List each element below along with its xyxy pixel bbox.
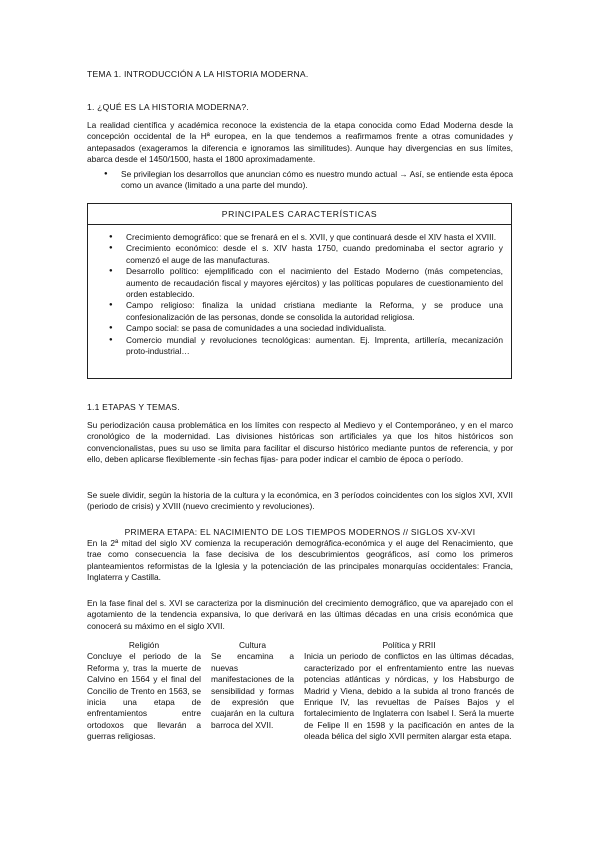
section-1-1-heading: 1.1 ETAPAS Y TEMAS. (87, 402, 180, 412)
section-1-paragraph: La realidad científica y académica reconoce la existencia de la etapa conocida como Edad Moderna desde la concepción occidental de la Hª europea, en la que tendemos a reafirmamos frente a otras comunidades y antepasados (exageramos la diferencia e ignoramos las similitudes). Aunque hay divergencias en sus límites, abarca desde el 1450/1500, hasta el 1800 aproximadamente. (87, 120, 513, 165)
column-text: Inicia un periodo de conflictos en las últimas décadas, caracterizado por el enfrentamiento entre las nuevas potencias atlánticas y nórdicas, y los Habsburgo de Madrid y Viena, debido a la subida al trono francés de Enrique IV, las revueltas de Países Bajos y el fortalecimiento de Inglaterra con Isabel I. Será la muerte de Felipe II en 1598 y la pacificación en antes de la oleada bélica del siglo XVII permiten alargar esta etapa. (304, 651, 514, 742)
etapa-paragraph-1: En la 2ª mitad del siglo XV comienza la recuperación demográfica-económica y el auge del Renacimiento, que trae como consecuencia la fase decisiva de los descubrimientos geográficos, así como los primeros planteamientos reformistas de la Iglesia y la potenciación de las principales monarquías occidentales: Francia, Inglaterra y Castilla. (87, 538, 513, 583)
characteristic-item: ● Crecimiento económico: desde el s. XIV hasta 1750, cuando predominaba el sector agrario y comenzó el auge de las manufacturas. (126, 243, 503, 266)
column-heading: Cultura (239, 640, 266, 650)
characteristic-item: ● Desarrollo político: ejemplificado con el nacimiento del Estado Moderno (más competencias, aumento de recaudación fiscal y mayores ejércitos) y las políticas populares de cuestionamiento del orden establecido. (126, 266, 503, 300)
characteristics-list (88, 225, 511, 357)
section-1-bullet: ● Se privilegian los desarrollos que anuncian cómo es nuestro mundo actual → Así, se entiende esta época como un avance (limitado a una parte del mundo). (104, 169, 513, 192)
column-text: Se encamina a nuevas manifestaciones de la sensibilidad y formas de expresión que cuajarán en la cultura barroca del XVII. (211, 651, 294, 730)
column-heading: Política y RRII (382, 640, 436, 650)
section-1-heading: 1. ¿QUÉ ES LA HISTORIA MODERNA?. (87, 102, 249, 112)
characteristic-item: ● Crecimiento demográfico: que se frenará en el s. XVII, y que continuará desde el XIV hasta el XVIII. (126, 232, 503, 243)
characteristic-item: ● Comercio mundial y revoluciones tecnológicas: aumentan. Ej. Imprenta, artillería, mecanización proto-industrial… (126, 335, 503, 358)
column-heading: Religión (128, 640, 160, 650)
etapa-heading: PRIMERA ETAPA: EL NACIMIENTO DE LOS TIEMPOS MODERNOS // SIGLOS XV-XVI (124, 527, 476, 537)
column-cultura (211, 640, 294, 731)
characteristic-item: ● Campo social: se pasa de comunidades a una sociedad individualista. (126, 323, 503, 334)
characteristic-item: ● Campo religioso: finaliza la unidad cristiana mediante la Reforma, y se produce una confesionalización de las personas, donde se consolida la autoridad religiosa. (126, 300, 503, 323)
column-text: Concluye el periodo de la Reforma y, tras la muerte de Calvino en 1564 y el final del Concilio de Trento en 1563, se inicia una etapa de enfrentamientos entre ortodoxos que llevarán a guerras religiosas. (87, 651, 201, 742)
document-title: TEMA 1. INTRODUCCIÓN A LA HISTORIA MODERNA. (87, 69, 309, 79)
characteristics-heading: PRINCIPALES CARACTERÍSTICAS (88, 204, 511, 225)
section-1-1-paragraph-1: Su periodización causa problemática en los límites con respecto al Medievo y el Contemporáneo, y en el marco cronológico de la modernidad. Las divisiones históricas son artificiales ya que los hitos históricos son convencionalistas, pues su uso se limita para facilitar el discurso histórico mediante puntos de referencia, y por ello, deben aplicarse flexiblemente -sin fechas fijas- para poder indicar el cambio de época o período. (87, 420, 513, 465)
column-religion (87, 640, 201, 743)
etapa-paragraph-2: En la fase final del s. XVI se caracteriza por la disminución del crecimiento demográfico, que va aparejado con el agotamiento de la tendencia expansiva, lo que derivará en las últimas décadas en una crisis económica que conocerá su máximo en el siglo XVII. (87, 598, 513, 631)
section-1-1-paragraph-2: Se suele dividir, según la historia de la cultura y la económica, en 3 períodos coincidentes con los siglos XVI, XVII (periodo de crisis) y XVIII (nuevo crecimiento y revoluciones). (87, 490, 513, 512)
characteristics-box (87, 203, 512, 379)
column-politica (304, 640, 514, 743)
section-1-bullets (104, 169, 513, 192)
